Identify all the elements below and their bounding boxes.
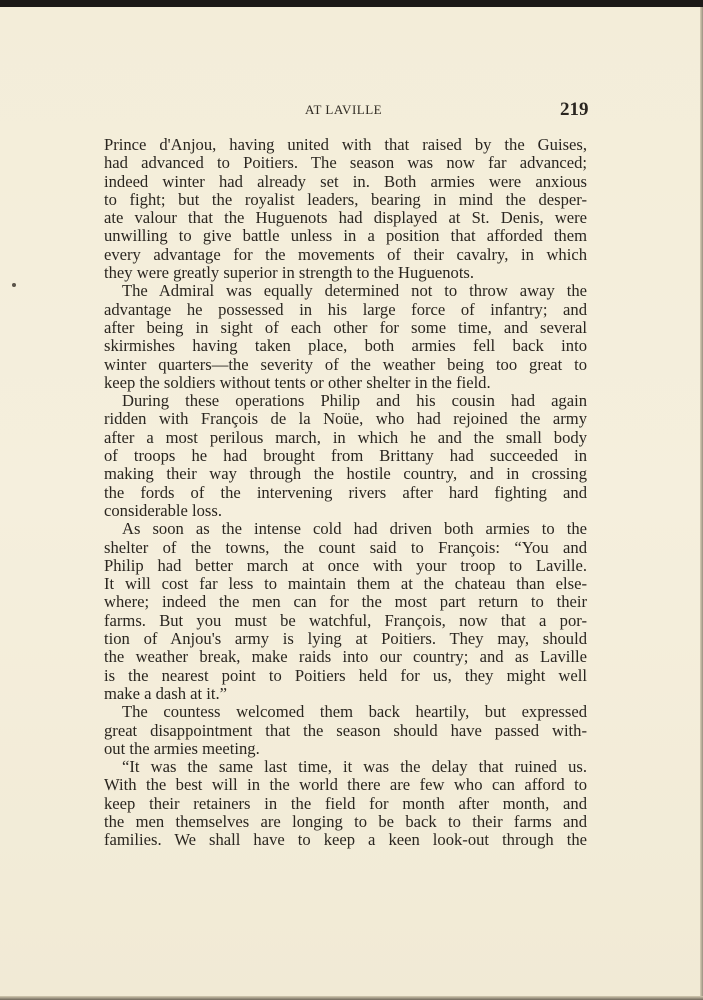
page-bottom-edge — [0, 996, 703, 1000]
text-line: keep the soldiers without tents or other shelter in the field. — [104, 373, 491, 392]
text-line: ate valour that the Huguenots had displayed at St. Denis, were — [104, 209, 587, 228]
text-line: the men themselves are longing to be back to their farms and — [104, 812, 587, 831]
text-line: the weather break, make raids into our country; and as Laville — [104, 648, 587, 667]
text-line: keep their retainers in the field for month after month, and — [104, 794, 587, 813]
text-line: The countess welcomed them back heartily, but expressed — [122, 703, 587, 722]
page-header — [0, 99, 703, 123]
text-line: During these operations Philip and his cousin had again — [122, 392, 587, 411]
text-line: As soon as the intense cold had driven both armies to the — [122, 520, 587, 539]
text-line: every advantage for the movements of their cavalry, in which — [104, 245, 587, 264]
text-line: families. We shall have to keep a keen look-out through the — [104, 831, 587, 850]
text-line: Philip had better march at once with your troop to Laville. — [104, 556, 587, 575]
text-line: great disappointment that the season should have passed with- — [104, 721, 587, 740]
page-top-edge — [0, 0, 703, 7]
page-number: 219 — [560, 99, 589, 120]
text-line: after being in sight of each other for some time, and several — [104, 318, 587, 337]
text-line: they were greatly superior in strength to the Huguenots. — [104, 264, 475, 283]
running-head: AT LAVILLE — [305, 102, 383, 117]
text-line: It will cost far less to maintain them at the chateau than else- — [104, 575, 587, 594]
text-line: tion of Anjou's army is lying at Poitiers. They may, should — [104, 630, 587, 649]
body-text — [104, 136, 587, 850]
margin-mark — [12, 283, 16, 287]
text-line: where; indeed the men can for the most part return to their — [104, 593, 587, 612]
text-line: considerable loss. — [104, 501, 222, 520]
text-line: out the armies meeting. — [104, 739, 260, 758]
text-line: With the best will in the world there are few who can afford to — [104, 776, 587, 795]
text-line: shelter of the towns, the count said to François: “You and — [104, 538, 587, 557]
text-line: had advanced to Poitiers. The season was now far advanced; — [104, 154, 587, 173]
text-line: advantage he possessed in his large force of infantry; and — [104, 300, 587, 319]
text-line: winter quarters—the severity of the weather being too great to — [104, 355, 587, 374]
text-line: Prince d'Anjou, having united with that raised by the Guises, — [104, 136, 587, 154]
text-line: “It was the same last time, it was the delay that ruined us. — [122, 758, 587, 777]
text-line: make a dash at it.” — [104, 684, 228, 703]
text-line: making their way through the hostile country, and in crossing — [104, 465, 587, 484]
text-line: The Admiral was equally determined not to throw away the — [122, 282, 587, 301]
text-line: ridden with François de la Noüe, who had rejoined the army — [104, 410, 587, 429]
text-line: farms. But you must be watchful, François, now that a por- — [104, 611, 587, 630]
text-line: unwilling to give battle unless in a position that afforded them — [104, 227, 587, 246]
text-line: indeed winter had already set in. Both armies were anxious — [104, 172, 587, 191]
text-line: to fight; but the royalist leaders, bearing in mind the desper- — [104, 190, 587, 209]
text-line: is the nearest point to Poitiers held for us, they might well — [104, 666, 587, 685]
text-line: the fords of the intervening rivers after hard fighting and — [104, 483, 587, 502]
text-line: skirmishes having taken place, both armies fell back into — [104, 337, 587, 356]
text-line: of troops he had brought from Brittany had succeeded in — [104, 447, 587, 466]
text-line: after a most perilous march, in which he and the small body — [104, 428, 587, 447]
